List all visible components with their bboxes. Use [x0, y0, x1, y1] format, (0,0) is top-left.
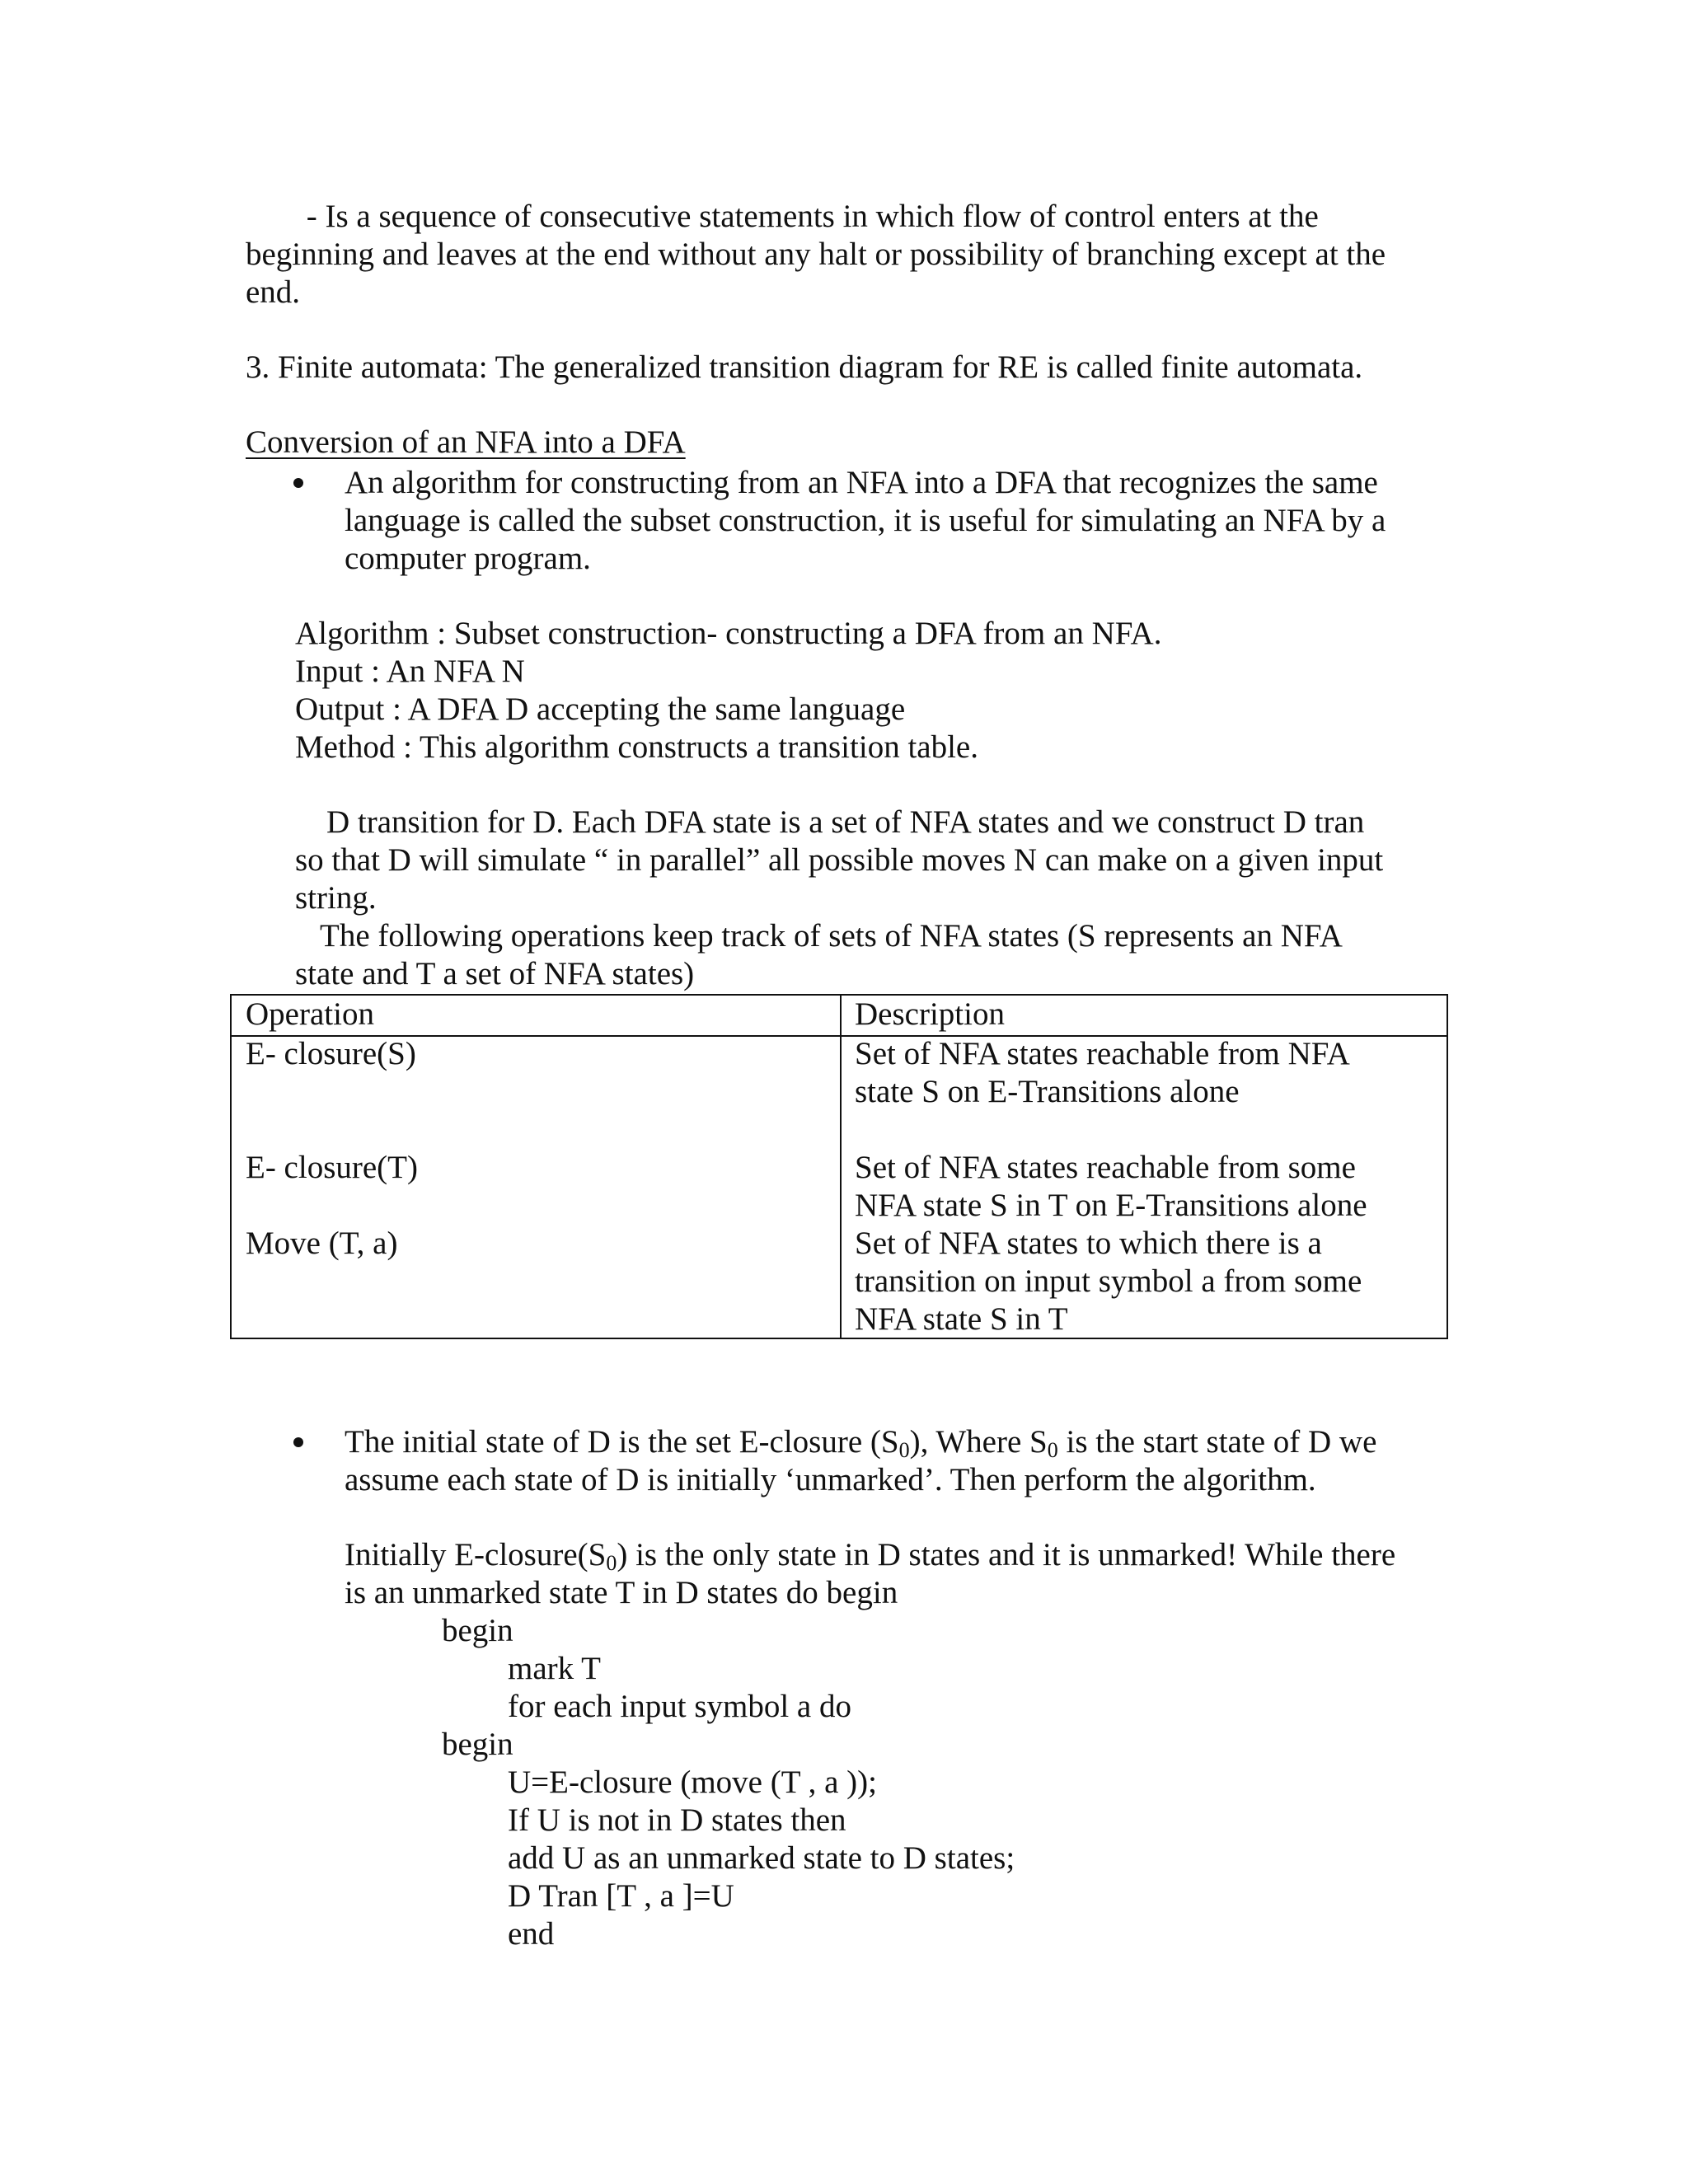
code-begin-2: begin: [442, 1727, 513, 1762]
initially-line-1: [345, 1536, 1395, 1574]
subscript-zero: 0: [898, 1438, 910, 1462]
code-dtran: D Tran [T , a ]=U: [508, 1878, 734, 1914]
bullet1-line-3: computer program.: [345, 541, 591, 576]
dtran-line-2: so that D will simulate “ in parallel” all possible moves N can make on a given input: [295, 842, 1384, 878]
code-end: end: [508, 1916, 555, 1952]
initial-state-text-c: is the start state of D we: [1057, 1424, 1377, 1460]
table-row-3-description-1: Set of NFA states to which there is a: [855, 1226, 1322, 1261]
intro-line-1: - Is a sequence of consecutive statements in which flow of control enters at the: [298, 199, 1319, 234]
table-row-3-operation: Move (T, a): [246, 1226, 398, 1261]
code-begin-1: begin: [442, 1613, 513, 1648]
table-row-3-description-2: transition on input symbol a from some: [855, 1263, 1362, 1299]
subscript-zero: 0: [1047, 1438, 1058, 1462]
table-row-1-description-2: state S on E-Transitions alone: [855, 1074, 1240, 1109]
table-column-divider: [840, 996, 842, 1338]
output-line: Output : A DFA D accepting the same language: [295, 691, 906, 727]
method-line: Method : This algorithm constructs a transition table.: [295, 729, 978, 765]
section-heading: Conversion of an NFA into a DFA: [246, 424, 686, 460]
table-row-1-operation: E- closure(S): [246, 1036, 416, 1071]
table-row-2-description-1: Set of NFA states reachable from some: [855, 1150, 1356, 1185]
table-row-2-operation: E- closure(T): [246, 1150, 418, 1185]
intro-line-2: beginning and leaves at the end without any halt or possibility of branching except at the: [246, 237, 1386, 272]
finite-automata-definition: 3. Finite automata: The generalized transition diagram for RE is called finite automata.: [246, 349, 1363, 385]
bullet-icon: [293, 1437, 303, 1447]
table-row-3-description-3: NFA state S in T: [855, 1301, 1068, 1337]
bullet-icon: [293, 478, 303, 488]
subscript-zero: 0: [606, 1551, 617, 1575]
code-u-assign: U=E-closure (move (T , a ));: [508, 1765, 877, 1800]
dtran-line-4: The following operations keep track of sets of NFA states (S represents an NFA: [320, 918, 1343, 954]
initially-line-2: is an unmarked state T in D states do begin: [345, 1575, 898, 1610]
table-row-1-description-1: Set of NFA states reachable from NFA: [855, 1036, 1350, 1071]
code-if-u: If U is not in D states then: [508, 1802, 846, 1838]
operations-table: [230, 994, 1448, 1339]
dtran-line-3: string.: [295, 880, 377, 916]
initial-state-text-a: The initial state of D is the set E-closure (S: [345, 1424, 899, 1460]
table-header-operation: Operation: [246, 996, 374, 1032]
code-add-u: add U as an unmarked state to D states;: [508, 1840, 1015, 1876]
algorithm-line: Algorithm : Subset construction- constructing a DFA from an NFA.: [295, 616, 1162, 651]
initially-text-a: Initially E-closure(S: [345, 1537, 607, 1572]
bullet1-line-2: language is called the subset construction, it is useful for simulating an NFA by a: [345, 503, 1386, 538]
code-for-each: for each input symbol a do: [508, 1689, 851, 1724]
initial-state-text-b: ), Where S: [909, 1424, 1048, 1460]
code-mark: mark T: [508, 1651, 602, 1686]
input-line: Input : An NFA N: [295, 654, 525, 689]
initially-text-b: ) is the only state in D states and it is unmarked! While there: [617, 1537, 1396, 1572]
intro-line-3: end.: [246, 274, 301, 310]
dtran-line-1: D transition for D. Each DFA state is a set of NFA states and we construct D tran: [326, 804, 1365, 840]
table-row-2-description-2: NFA state S in T on E-Transitions alone: [855, 1188, 1367, 1223]
table-header-description: Description: [855, 996, 1005, 1032]
bullet1-line-1: An algorithm for constructing from an NFA into a DFA that recognizes the same: [345, 465, 1378, 500]
initial-state-line-2: assume each state of D is initially ‘unmarked’. Then perform the algorithm.: [345, 1462, 1316, 1497]
initial-state-line-1: [345, 1423, 1376, 1461]
dtran-line-5: state and T a set of NFA states): [295, 956, 695, 991]
